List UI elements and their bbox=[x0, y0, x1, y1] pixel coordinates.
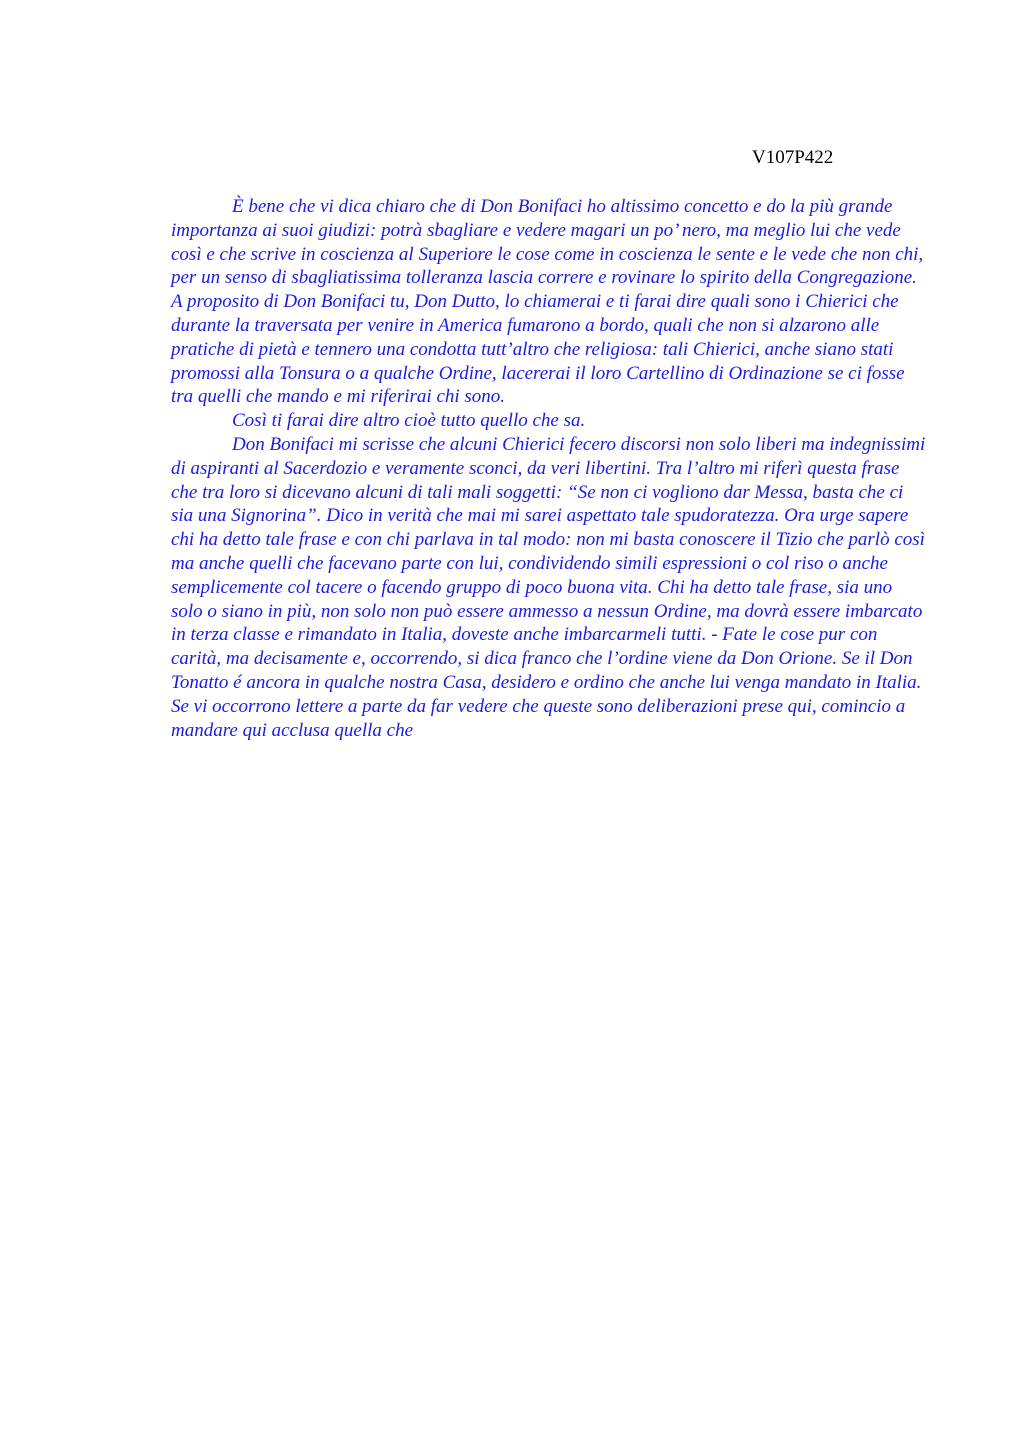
paragraph: Don Bonifaci mi scrisse che alcuni Chierici fecero discorsi non solo liberi ma indegnissimi di aspiranti al Sacerdozio e veramente sconci, da veri libertini. Tra l’altro mi riferì questa frase che tra loro si dicevano alcuni di tali mali soggetti: “Se non ci vogliono dar Messa, basta che ci sia una Signorina”. Dico in verità che mai mi sarei aspettato tale spudoratezza. Ora urge sapere chi ha detto tale frase e con chi parlava in tal modo: non mi basta conoscere il Tizio che parlò così ma anche quelli che facevano parte con lui, condividendo simili espressioni o col riso o anche semplicemente col tacere o facendo gruppo di poco buona vita. Chi ha detto tale frase, sia uno solo o siano in più, non solo non può essere ammesso a nessun Ordine, ma dovrà essere imbarcato in terza classe e rimandato in Italia, doveste anche imbarcarmeli tutti. - Fate le cose pur con carità, ma decisamente e, occorrendo, si dica franco che l’ordine viene da Don Orione. Se il Don Tonatto é ancora in qualche nostra Casa, desidero e ordino che anche lui venga mandato in Italia. Se vi occorrono lettere a parte da far vedere che queste sono deliberazioni prese qui, comincio a mandare qui acclusa quella che bbox=[171, 433, 926, 741]
document-reference-code: V107P422 bbox=[752, 147, 834, 168]
letter-body bbox=[171, 195, 927, 742]
paragraph: È bene che vi dica chiaro che di Don Bonifaci ho altissimo concetto e do la più grande importanza ai suoi giudizi: potrà sbagliare e vedere magari un po’ nero, ma meglio lui che vede così e che scrive in coscienza al Superiore le cose come in coscienza le sente e le vede che non chi, per un senso di sbagliatissima tolleranza lascia correre e rovinare lo spirito della Congregazione. A proposito di Don Bonifaci tu, Don Dutto, lo chiamerai e ti farai dire quali sono i Chierici che durante la traversata per venire in America fumarono a bordo, quali che non si alzarono alle pratiche di pietà e tennero una condotta tutt’altro che religiosa: tali Chierici, anche siano stati promossi alla Tonsura o a qualche Ordine, lacererai il loro Cartellino di Ordinazione se ci fosse tra quelli che mando e mi riferirai chi sono. bbox=[171, 196, 924, 408]
paragraph: Così ti farai dire altro cioè tutto quello che sa. bbox=[232, 410, 586, 432]
